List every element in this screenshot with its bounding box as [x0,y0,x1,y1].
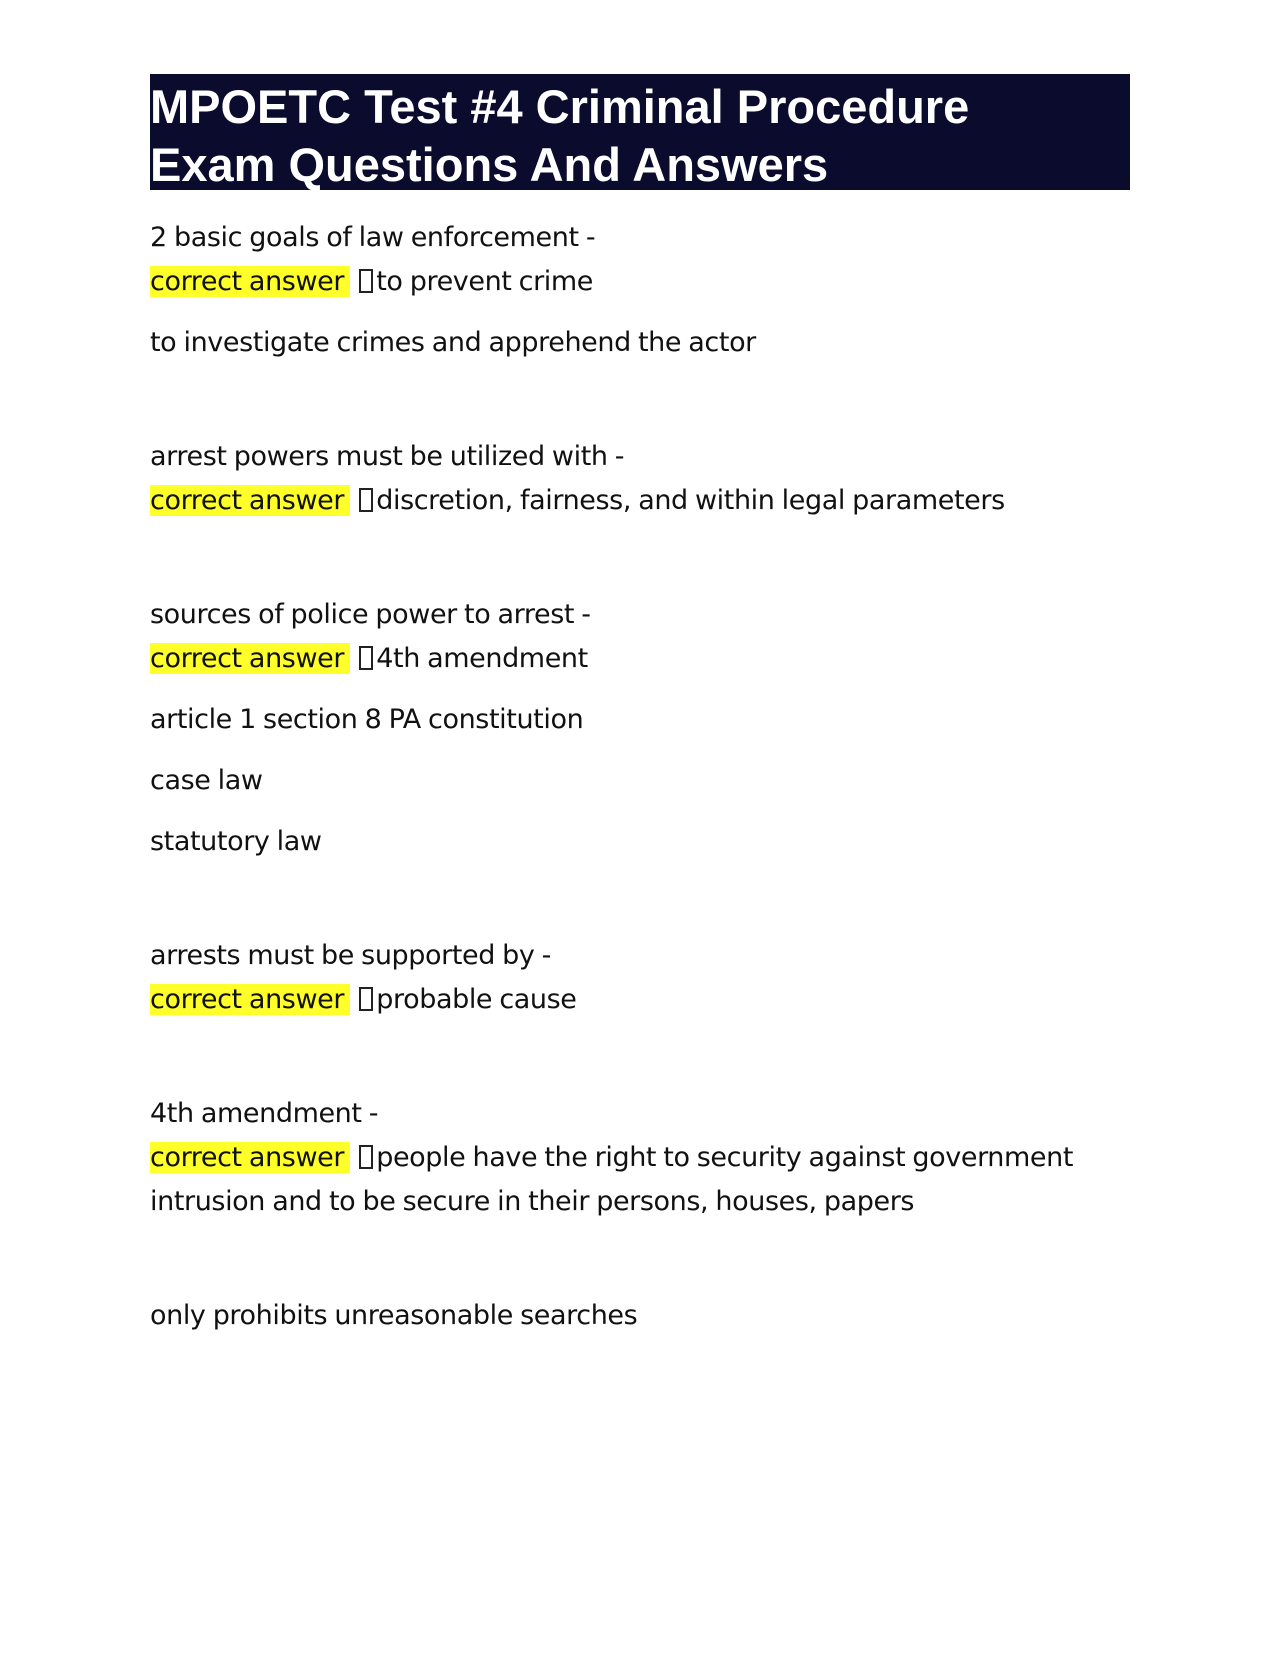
question-text: arrest powers must be utilized with - [150,441,625,472]
answer-text: probable cause [376,984,577,1015]
answer-extra-line: case law [150,765,263,796]
answer-continuation-line: intrusion and to be secure in their persons, houses, papers [150,1186,915,1217]
qa-item-4 [150,934,1130,1022]
answer-extra-line: statutory law [150,826,322,857]
answer-extra-line: article 1 section 8 PA constitution [150,704,584,735]
box-placeholder-icon [359,987,373,1011]
qa-item-3 [150,593,1130,864]
answer-line [150,479,1130,523]
answer-text: to prevent crime [376,266,594,297]
box-placeholder-icon [359,269,373,293]
answer-text: 4th amendment [376,643,588,674]
question-text: sources of police power to arrest - [150,599,591,630]
answer-line [150,978,1130,1022]
correct-answer-label: correct answer [150,1142,350,1173]
answer-text: discretion, fairness, and within legal parameters [376,485,1005,516]
question-text: 2 basic goals of law enforcement - [150,222,596,253]
answer-line [150,260,1130,304]
correct-answer-label: correct answer [150,643,350,674]
document-title-line-2: Exam Questions And Answers [150,138,829,191]
box-placeholder-icon [359,488,373,512]
question-text: arrests must be supported by - [150,940,552,971]
document-title-line-1: MPOETC Test #4 Criminal Procedure [150,80,970,133]
qa-content [150,216,1130,1338]
qa-item-5 [150,1092,1130,1224]
question-text: 4th amendment - [150,1098,379,1129]
correct-answer-label: correct answer [150,984,350,1015]
answer-line [150,637,1130,681]
qa-item-2 [150,435,1130,523]
answer-text: people have the right to security against government [376,1142,1074,1173]
box-placeholder-icon [359,646,373,670]
correct-answer-label: correct answer [150,485,350,516]
qa-item-1 [150,216,1130,365]
correct-answer-label: correct answer [150,266,350,297]
box-placeholder-icon [359,1145,373,1169]
answer-line [150,1136,1130,1180]
document-title-banner [150,74,1130,190]
answer-extra-line: to investigate crimes and apprehend the actor [150,327,756,358]
trailing-text: only prohibits unreasonable searches [150,1300,638,1331]
